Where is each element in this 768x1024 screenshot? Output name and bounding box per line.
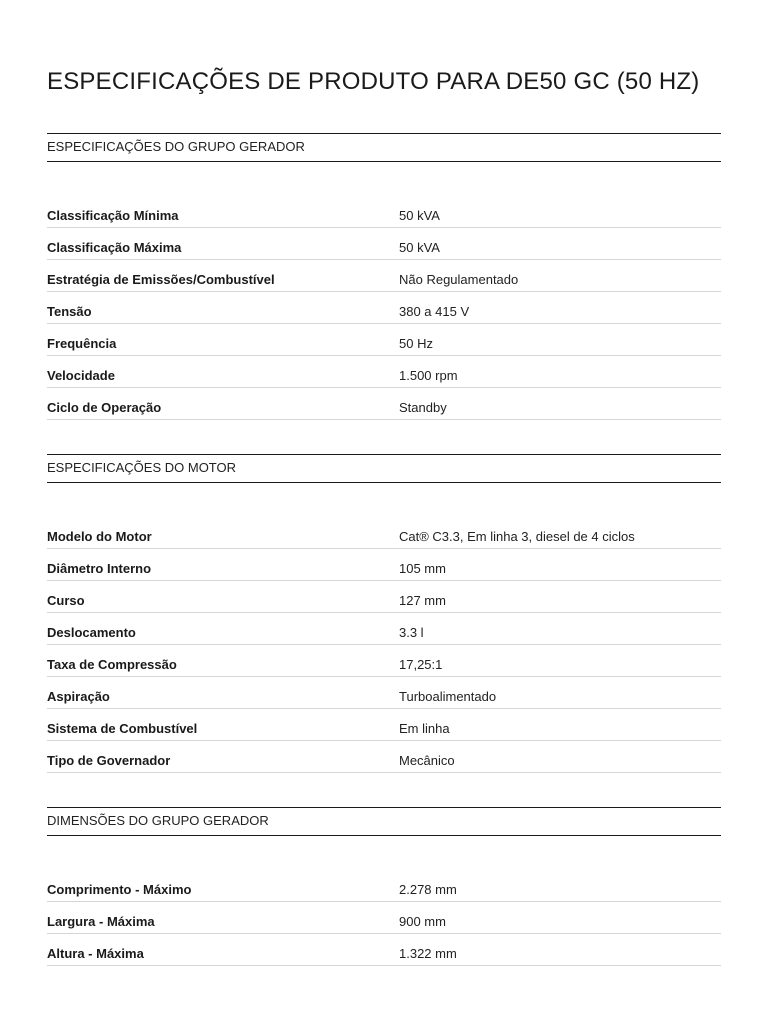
- spec-label: Comprimento - Máximo: [47, 881, 192, 897]
- row-divider: [47, 965, 721, 966]
- spec-label: Tipo de Governador: [47, 752, 171, 768]
- spec-row: [47, 647, 721, 679]
- spec-row: [47, 872, 721, 904]
- row-divider: [47, 548, 721, 549]
- section-engine-specs: [47, 454, 721, 775]
- row-divider: [47, 676, 721, 677]
- spec-label: Diâmetro Interno: [47, 560, 152, 576]
- spec-label: Classificação Máxima: [47, 239, 182, 255]
- row-divider: [47, 708, 721, 709]
- spec-label: Taxa de Compressão: [47, 656, 177, 672]
- row-divider: [47, 259, 721, 260]
- row-divider: [47, 772, 721, 773]
- spec-label: Ciclo de Operação: [47, 399, 162, 415]
- spec-label: Deslocamento: [47, 624, 136, 640]
- section-heading: DIMENSÕES DO GRUPO GERADOR: [47, 807, 721, 836]
- spec-label: Tensão: [47, 303, 92, 319]
- row-divider: [47, 901, 721, 902]
- row-divider: [47, 387, 721, 388]
- spec-label: Sistema de Combustível: [47, 720, 198, 736]
- row-divider: [47, 644, 721, 645]
- spec-row: [47, 904, 721, 936]
- spec-label: Velocidade: [47, 367, 115, 383]
- spec-row: [47, 390, 721, 422]
- spec-label: Modelo do Motor: [47, 528, 152, 544]
- spec-value: 1.322 mm: [399, 945, 457, 961]
- spec-row: [47, 743, 721, 775]
- spec-value: 900 mm: [399, 913, 446, 929]
- row-divider: [47, 323, 721, 324]
- spec-label: Classificação Mínima: [47, 207, 179, 223]
- spec-row: [47, 294, 721, 326]
- spec-value: 50 kVA: [399, 239, 440, 255]
- spec-row: [47, 551, 721, 583]
- spec-value: Cat® C3.3, Em linha 3, diesel de 4 ciclos: [399, 528, 635, 544]
- spec-value: Não Regulamentado: [399, 271, 519, 287]
- section-generator-set-specs: [47, 133, 721, 422]
- section-heading: ESPECIFICAÇÕES DO MOTOR: [47, 454, 721, 483]
- row-divider: [47, 291, 721, 292]
- spec-value: Em linha: [399, 720, 450, 736]
- page-title: ESPECIFICAÇÕES DE PRODUTO PARA DE50 GC (50 HZ): [47, 68, 700, 95]
- spec-value: Mecânico: [399, 752, 455, 768]
- spec-label: Frequência: [47, 335, 117, 351]
- spec-label: Largura - Máxima: [47, 913, 155, 929]
- spec-row: [47, 519, 721, 551]
- row-divider: [47, 227, 721, 228]
- spec-row: [47, 358, 721, 390]
- row-divider: [47, 933, 721, 934]
- spec-row: [47, 615, 721, 647]
- spec-value: 17,25:1: [399, 656, 443, 672]
- spec-row: [47, 711, 721, 743]
- section-heading: ESPECIFICAÇÕES DO GRUPO GERADOR: [47, 133, 721, 162]
- spec-value: Turboalimentado: [399, 688, 497, 704]
- spec-value: 380 a 415 V: [399, 303, 470, 319]
- spec-value: 50 Hz: [399, 335, 433, 351]
- spec-rows: [47, 198, 721, 422]
- spec-row: [47, 326, 721, 358]
- spec-value: 50 kVA: [399, 207, 440, 223]
- row-divider: [47, 355, 721, 356]
- spec-value: 105 mm: [399, 560, 446, 576]
- row-divider: [47, 419, 721, 420]
- spec-value: 127 mm: [399, 592, 446, 608]
- spec-row: [47, 230, 721, 262]
- spec-value: 2.278 mm: [399, 881, 457, 897]
- spec-row: [47, 262, 721, 294]
- row-divider: [47, 612, 721, 613]
- spec-rows: [47, 872, 721, 968]
- row-divider: [47, 580, 721, 581]
- spec-row: [47, 679, 721, 711]
- spec-label: Altura - Máxima: [47, 945, 144, 961]
- spec-row: [47, 198, 721, 230]
- spec-value: Standby: [399, 399, 447, 415]
- spec-row: [47, 583, 721, 615]
- spec-label: Estratégia de Emissões/Combustível: [47, 271, 275, 287]
- spec-rows: [47, 519, 721, 775]
- section-generator-set-dimensions: [47, 807, 721, 968]
- spec-label: Curso: [47, 592, 85, 608]
- row-divider: [47, 740, 721, 741]
- spec-value: 3.3 l: [399, 624, 424, 640]
- spec-label: Aspiração: [47, 688, 110, 704]
- spec-row: [47, 936, 721, 968]
- spec-value: 1.500 rpm: [399, 367, 458, 383]
